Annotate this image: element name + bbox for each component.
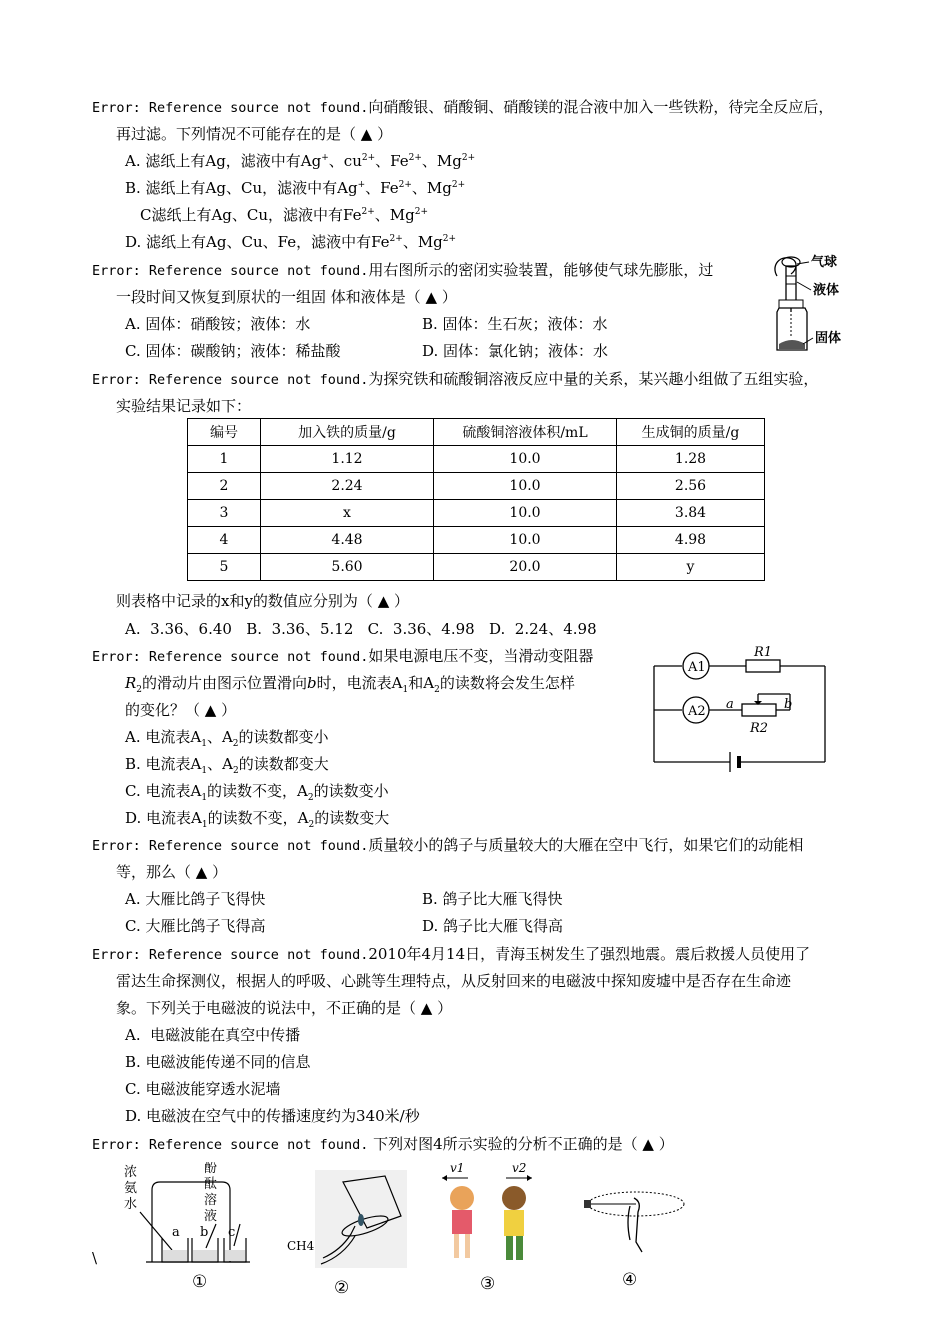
- caption-4: ④: [622, 1270, 638, 1290]
- caption-2: ②: [334, 1278, 350, 1298]
- table-header: 生成铜的质量/g: [617, 419, 765, 446]
- circuit-diagram: [650, 642, 835, 787]
- slider-b-label: b: [784, 697, 793, 712]
- q1-option-c[interactable]: C滤纸上有Ag、Cu，滤液中有$Fe^{2+}$、$Mg^{2+}$: [140, 206, 429, 224]
- q5-stem: Error: Reference source not found.质量较小的鸽子与质量较大的大雁在空中飞行，如果它们的动能相: [92, 836, 804, 854]
- resistor-r2-label: R2: [750, 721, 769, 736]
- q6-option-b[interactable]: B. 电磁波能传递不同的信息: [125, 1053, 311, 1071]
- table-header-row: [188, 419, 765, 446]
- beaker-b-label: b: [200, 1225, 209, 1240]
- ammeter-a1-label: A1: [688, 660, 706, 675]
- q6-stem-cont2: 象。下列关于电磁波的说法中，不正确的是（ ▲ ）: [116, 999, 453, 1017]
- resistor-r1-label: R1: [754, 645, 773, 660]
- table-row: 2 2.24 10.0 2.56: [188, 473, 765, 500]
- svg-text:水: 水: [124, 1197, 138, 1212]
- label-phenolphthalein: 酚: [204, 1162, 218, 1176]
- fig-label-solid: 固体: [815, 331, 842, 346]
- v1-label: v1: [450, 1161, 465, 1175]
- q3-question: 则表格中记录的x和y的数值应分别为（ ▲ ）: [116, 592, 410, 610]
- caption-3: ③: [480, 1274, 496, 1294]
- circular-motion-figure: [578, 1162, 688, 1262]
- q3-options[interactable]: A. 3.36、6.40 B. 3.36、5.12 C. 3.36、4.98 D. 2.24、4.98: [125, 620, 597, 638]
- table-header: 加入铁的质量/g: [261, 419, 434, 446]
- fig-label-liquid: 液体: [813, 283, 840, 298]
- q5-option-d[interactable]: D. 鸽子比大雁飞得高: [422, 917, 564, 935]
- q6-option-a[interactable]: A. 电磁波能在真空中传播: [125, 1026, 301, 1044]
- results-table: [187, 418, 765, 581]
- q1-option-b[interactable]: B. 滤纸上有Ag、Cu，滤液中有Ag+、$Fe^{2+}$、$Mg^{2+}$: [125, 179, 466, 197]
- svg-text:酞: 酞: [204, 1177, 218, 1192]
- caption-1: ①: [192, 1272, 208, 1292]
- methane-burning-figure: [285, 1168, 410, 1273]
- table-row: 3 x 10.0 3.84: [188, 500, 765, 527]
- q1-option-d[interactable]: D. 滤纸上有Ag、Cu、Fe，滤液中有$Fe^{2+}$、$Mg^{2+}$: [125, 233, 457, 251]
- table-header: 硫酸铜溶液体积/mL: [434, 419, 617, 446]
- table-header: 编号: [188, 419, 261, 446]
- q2-stem: Error: Reference source not found.用右图所示的密闭实验装置，能够使气球先膨胀，过: [92, 261, 714, 279]
- q6-stem: Error: Reference source not found.2010年4月14日，青海玉树发生了强烈地震。震后救援人员使用了: [92, 945, 811, 963]
- q1-option-a[interactable]: A. 滤纸上有Ag，滤液中有Ag+、$cu^{2+}$、$Fe^{2+}$、$Mg^{2+}$: [125, 152, 476, 170]
- v2-label: v2: [512, 1161, 527, 1175]
- ammonia-diffusion-figure: [110, 1162, 260, 1272]
- q4-stem-cont: $R_2$的滑动片由图示位置滑向b时，电流表$A_1$和$A_2$的读数将会发生怎样: [125, 674, 575, 695]
- q6-option-c[interactable]: C. 电磁波能穿透水泥墙: [125, 1080, 281, 1098]
- q3-stem-cont: 实验结果记录如下：: [116, 397, 252, 415]
- q4-option-a[interactable]: A. 电流表$A_1$、$A_2$的读数都变小: [125, 728, 329, 749]
- beaker-a-label: a: [172, 1225, 180, 1240]
- q5-option-b[interactable]: B. 鸽子比大雁飞得快: [422, 890, 563, 908]
- stray-backslash: \: [92, 1249, 98, 1267]
- q6-option-d[interactable]: D. 电磁波在空气中的传播速度约为340米/秒: [125, 1107, 420, 1125]
- svg-text:液: 液: [204, 1209, 218, 1224]
- slider-a-label: a: [726, 697, 734, 712]
- table-row: 4 4.48 10.0 4.98: [188, 527, 765, 554]
- q5-option-c[interactable]: C. 大雁比鸽子飞得高: [125, 917, 266, 935]
- q2-option-d[interactable]: D. 固体：氯化钠；液体：水: [422, 342, 609, 360]
- q2-stem-cont: 一段时间又恢复到原状的一组固 体和液体是（ ▲ ）: [116, 288, 457, 306]
- q4-option-d[interactable]: D. 电流表$A_1$的读数不变，$A_2$的读数变大: [125, 809, 390, 830]
- beaker-c-label: c: [228, 1225, 236, 1240]
- q5-option-a[interactable]: A. 大雁比鸽子飞得快: [125, 890, 266, 908]
- balloon-apparatus-figure: [765, 252, 855, 356]
- q2-option-b[interactable]: B. 固体：生石灰；液体：水: [422, 315, 608, 333]
- q4-stem: Error: Reference source not found.如果电源电压不变，当滑动变阻器: [92, 647, 594, 665]
- children-velocity-figure: [436, 1160, 546, 1270]
- svg-text:溶: 溶: [204, 1193, 218, 1208]
- svg-text:氨: 氨: [124, 1181, 138, 1196]
- q3-stem: Error: Reference source not found.为探究铁和硫酸铜溶液反应中量的关系，某兴趣小组做了五组实验，: [92, 370, 819, 388]
- q6-stem-cont: 雷达生命探测仪，根据人的呼吸、心跳等生理特点，从反射回来的电磁波中探知废墟中是否存在生命迹: [116, 972, 792, 990]
- q4-option-c[interactable]: C. 电流表$A_1$的读数不变，$A_2$的读数变小: [125, 782, 389, 803]
- q4-option-b[interactable]: B. 电流表$A_1$、$A_2$的读数都变大: [125, 755, 329, 776]
- table-row: 5 5.60 20.0 y: [188, 554, 765, 581]
- q4-stem-cont2: 的变化？（ ▲ ）: [125, 701, 237, 719]
- ammeter-a2-label: A2: [688, 704, 706, 719]
- q5-stem-cont: 等，那么（ ▲ ）: [116, 863, 228, 881]
- q1-stem: Error: Reference source not found.向硝酸银、硝酸铜、硝酸镁的混合液中加入一些铁粉，待完全反应后，: [92, 98, 834, 116]
- table-row: 1 1.12 10.0 1.28: [188, 446, 765, 473]
- q2-option-a[interactable]: A. 固体：硝酸铵；液体：水: [125, 315, 311, 333]
- fig-label-balloon: 气球: [811, 255, 838, 270]
- label-ammonia: 浓: [124, 1165, 138, 1180]
- q1-stem-cont: 再过滤。下列情况不可能存在的是（ ▲ ）: [116, 125, 393, 143]
- q2-option-c[interactable]: C. 固体：碳酸钠；液体：稀盐酸: [125, 342, 341, 360]
- q7-stem: Error: Reference source not found. 下列对图4所示实验的分析不正确的是（ ▲ ）: [92, 1135, 674, 1153]
- ch4-label: CH4: [287, 1239, 315, 1253]
